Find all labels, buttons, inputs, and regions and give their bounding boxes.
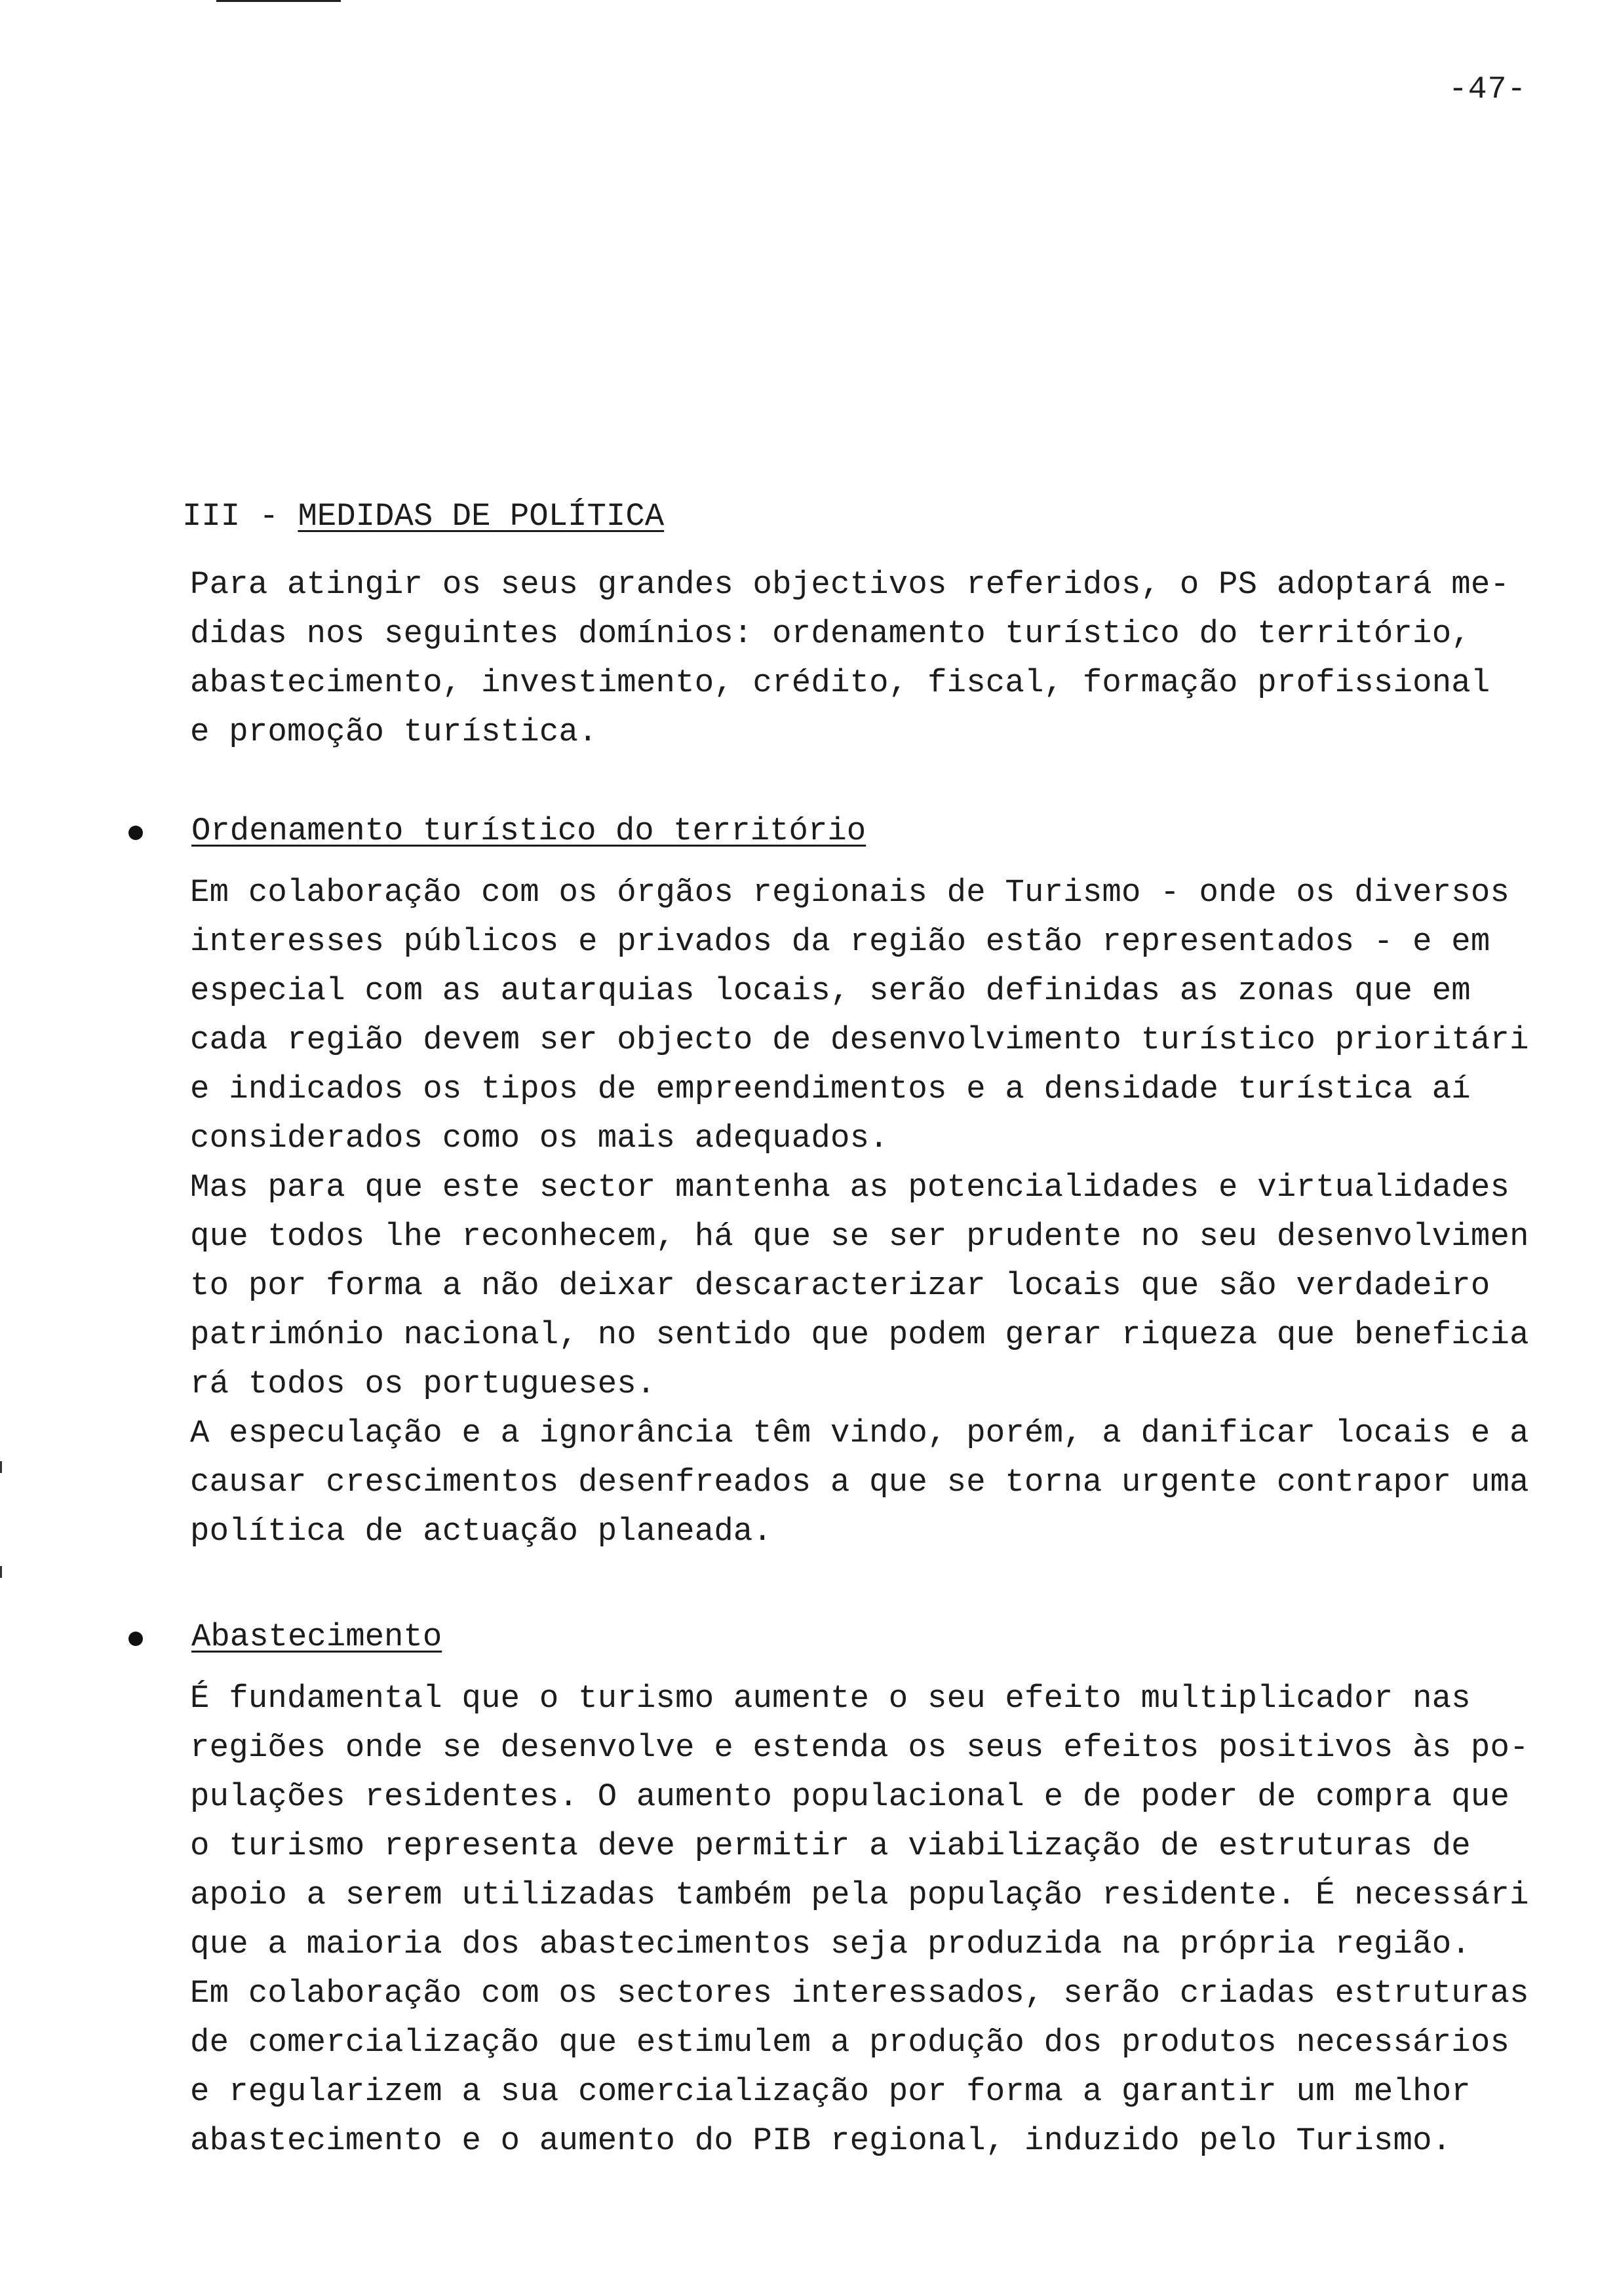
section-heading-abastecimento: Abastecimento	[191, 1618, 442, 1655]
paragraph-line: A especulação e a ignorância têm vindo, porém, a danificar locais e a	[190, 1415, 1529, 1451]
paragraph-line: política de actuação planeada.	[190, 1513, 773, 1550]
paragraph-line: Mas para que este sector mantenha as potencialidades e virtualidades	[190, 1169, 1510, 1206]
paragraph-line: pulações residentes. O aumento populacional e de poder de compra que	[190, 1778, 1510, 1815]
paragraph-line: considerados como os mais adequados.	[190, 1120, 889, 1157]
paragraph-line: especial com as autarquias locais, serão definidas as zonas que em	[190, 972, 1471, 1009]
paragraph-line: e indicados os tipos de empreendimentos e a densidade turística aí	[190, 1071, 1471, 1107]
paragraph-line: to por forma a não deixar descaracterizar locais que são verdadeiro	[190, 1267, 1490, 1304]
paragraph-line: rá todos os portugueses.	[190, 1366, 656, 1402]
section-heading-main	[182, 498, 664, 535]
paragraph-line: regiões onde se desenvolve e estenda os seus efeitos positivos às po-	[190, 1729, 1529, 1766]
paragraph-line: Em colaboração com os órgãos regionais de Turismo - onde os diversos	[190, 874, 1510, 911]
paragraph-line: o turismo representa deve permitir a viabilização de estruturas de	[190, 1827, 1471, 1864]
section-heading-ordenamento: Ordenamento turístico do território	[191, 813, 866, 849]
paragraph-line: cada região devem ser objecto de desenvolvimento turístico prioritári	[190, 1022, 1529, 1058]
paragraph-line: que todos lhe reconhecem, há que se ser prudente no seu desenvolvimen	[190, 1218, 1529, 1255]
bullet-icon	[128, 826, 143, 840]
bullet-icon	[128, 1632, 143, 1646]
paragraph-line: É fundamental que o turismo aumente o seu efeito multiplicador nas	[190, 1680, 1471, 1717]
heading-numeral: III -	[182, 498, 298, 535]
intro-line: Para atingir os seus grandes objectivos referidos, o PS adoptará me-	[190, 566, 1510, 603]
intro-line: didas nos seguintes domínios: ordenamento turístico do território,	[190, 615, 1471, 652]
heading-title: MEDIDAS DE POLÍTICA	[298, 498, 665, 535]
scan-mark	[0, 1566, 2, 1578]
paragraph-line: Em colaboração com os sectores interessados, serão criadas estruturas	[190, 1975, 1529, 2012]
page-number: -47-	[1449, 72, 1527, 107]
intro-line: e promoção turística.	[190, 714, 598, 750]
paragraph-line: apoio a serem utilizadas também pela população residente. É necessári	[190, 1877, 1529, 1913]
paragraph-line: que a maioria dos abastecimentos seja produzida na própria região.	[190, 1926, 1471, 1962]
paragraph-line: e regularizem a sua comercialização por forma a garantir um melhor	[190, 2073, 1471, 2110]
top-edge-rule	[216, 0, 341, 2]
paragraph-line: de comercialização que estimulem a produção dos produtos necessários	[190, 2024, 1510, 2061]
paragraph-line: interesses públicos e privados da região estão representados - e em	[190, 923, 1490, 960]
paragraph-line: abastecimento e o aumento do PIB regional, induzido pelo Turismo.	[190, 2122, 1452, 2159]
paragraph-line: causar crescimentos desenfreados a que se torna urgente contrapor uma	[190, 1464, 1529, 1501]
intro-line: abastecimento, investimento, crédito, fiscal, formação profissional	[190, 664, 1490, 701]
paragraph-line: património nacional, no sentido que podem gerar riqueza que beneficia	[190, 1316, 1529, 1353]
scan-mark	[0, 1461, 2, 1473]
